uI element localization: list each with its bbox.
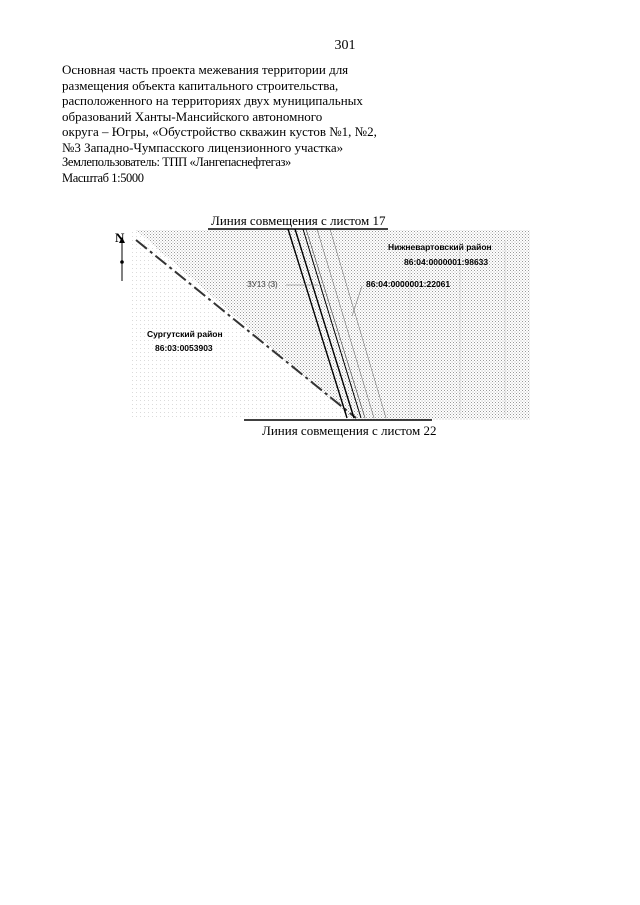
header-line: Основная часть проекта межевания территории для [62,62,349,77]
combination-line-bottom-label: Линия совмещения с листом 22 [262,423,437,438]
header-line: размещения объекта капитального строительства, [62,77,339,93]
cadastral-parcel-label: 86:04:0000001:22061 [366,279,451,289]
land-user: Землепользователь: ТПП «Лангепаснефтегаз» [62,155,291,169]
combination-line-top-label: Линия совмещения с листом 17 [211,213,386,228]
district-east-label: Нижневартовский район [388,242,492,252]
header-line: образований Ханты-Мансийского автономного [62,108,323,124]
north-label: N [115,230,125,245]
cadastral-west-label: 86:03:0053903 [155,343,213,353]
map-scale: Масштаб 1:5000 [62,170,144,185]
header-line: №3 Западно-Чумпасского лицензионного участка» [62,139,344,155]
page-number: 301 [334,38,356,53]
cadastral-east-label: 86:04:0000001:98633 [404,257,489,267]
parcel-label: ЗУ13 (3) [247,280,278,289]
district-west-label: Сургутский район [147,329,223,339]
header-line: округа – Югры, «Обустройство скважин кустов №1, №2, [62,124,377,139]
header-line: расположенного на территориях двух муниципальных [62,93,363,108]
